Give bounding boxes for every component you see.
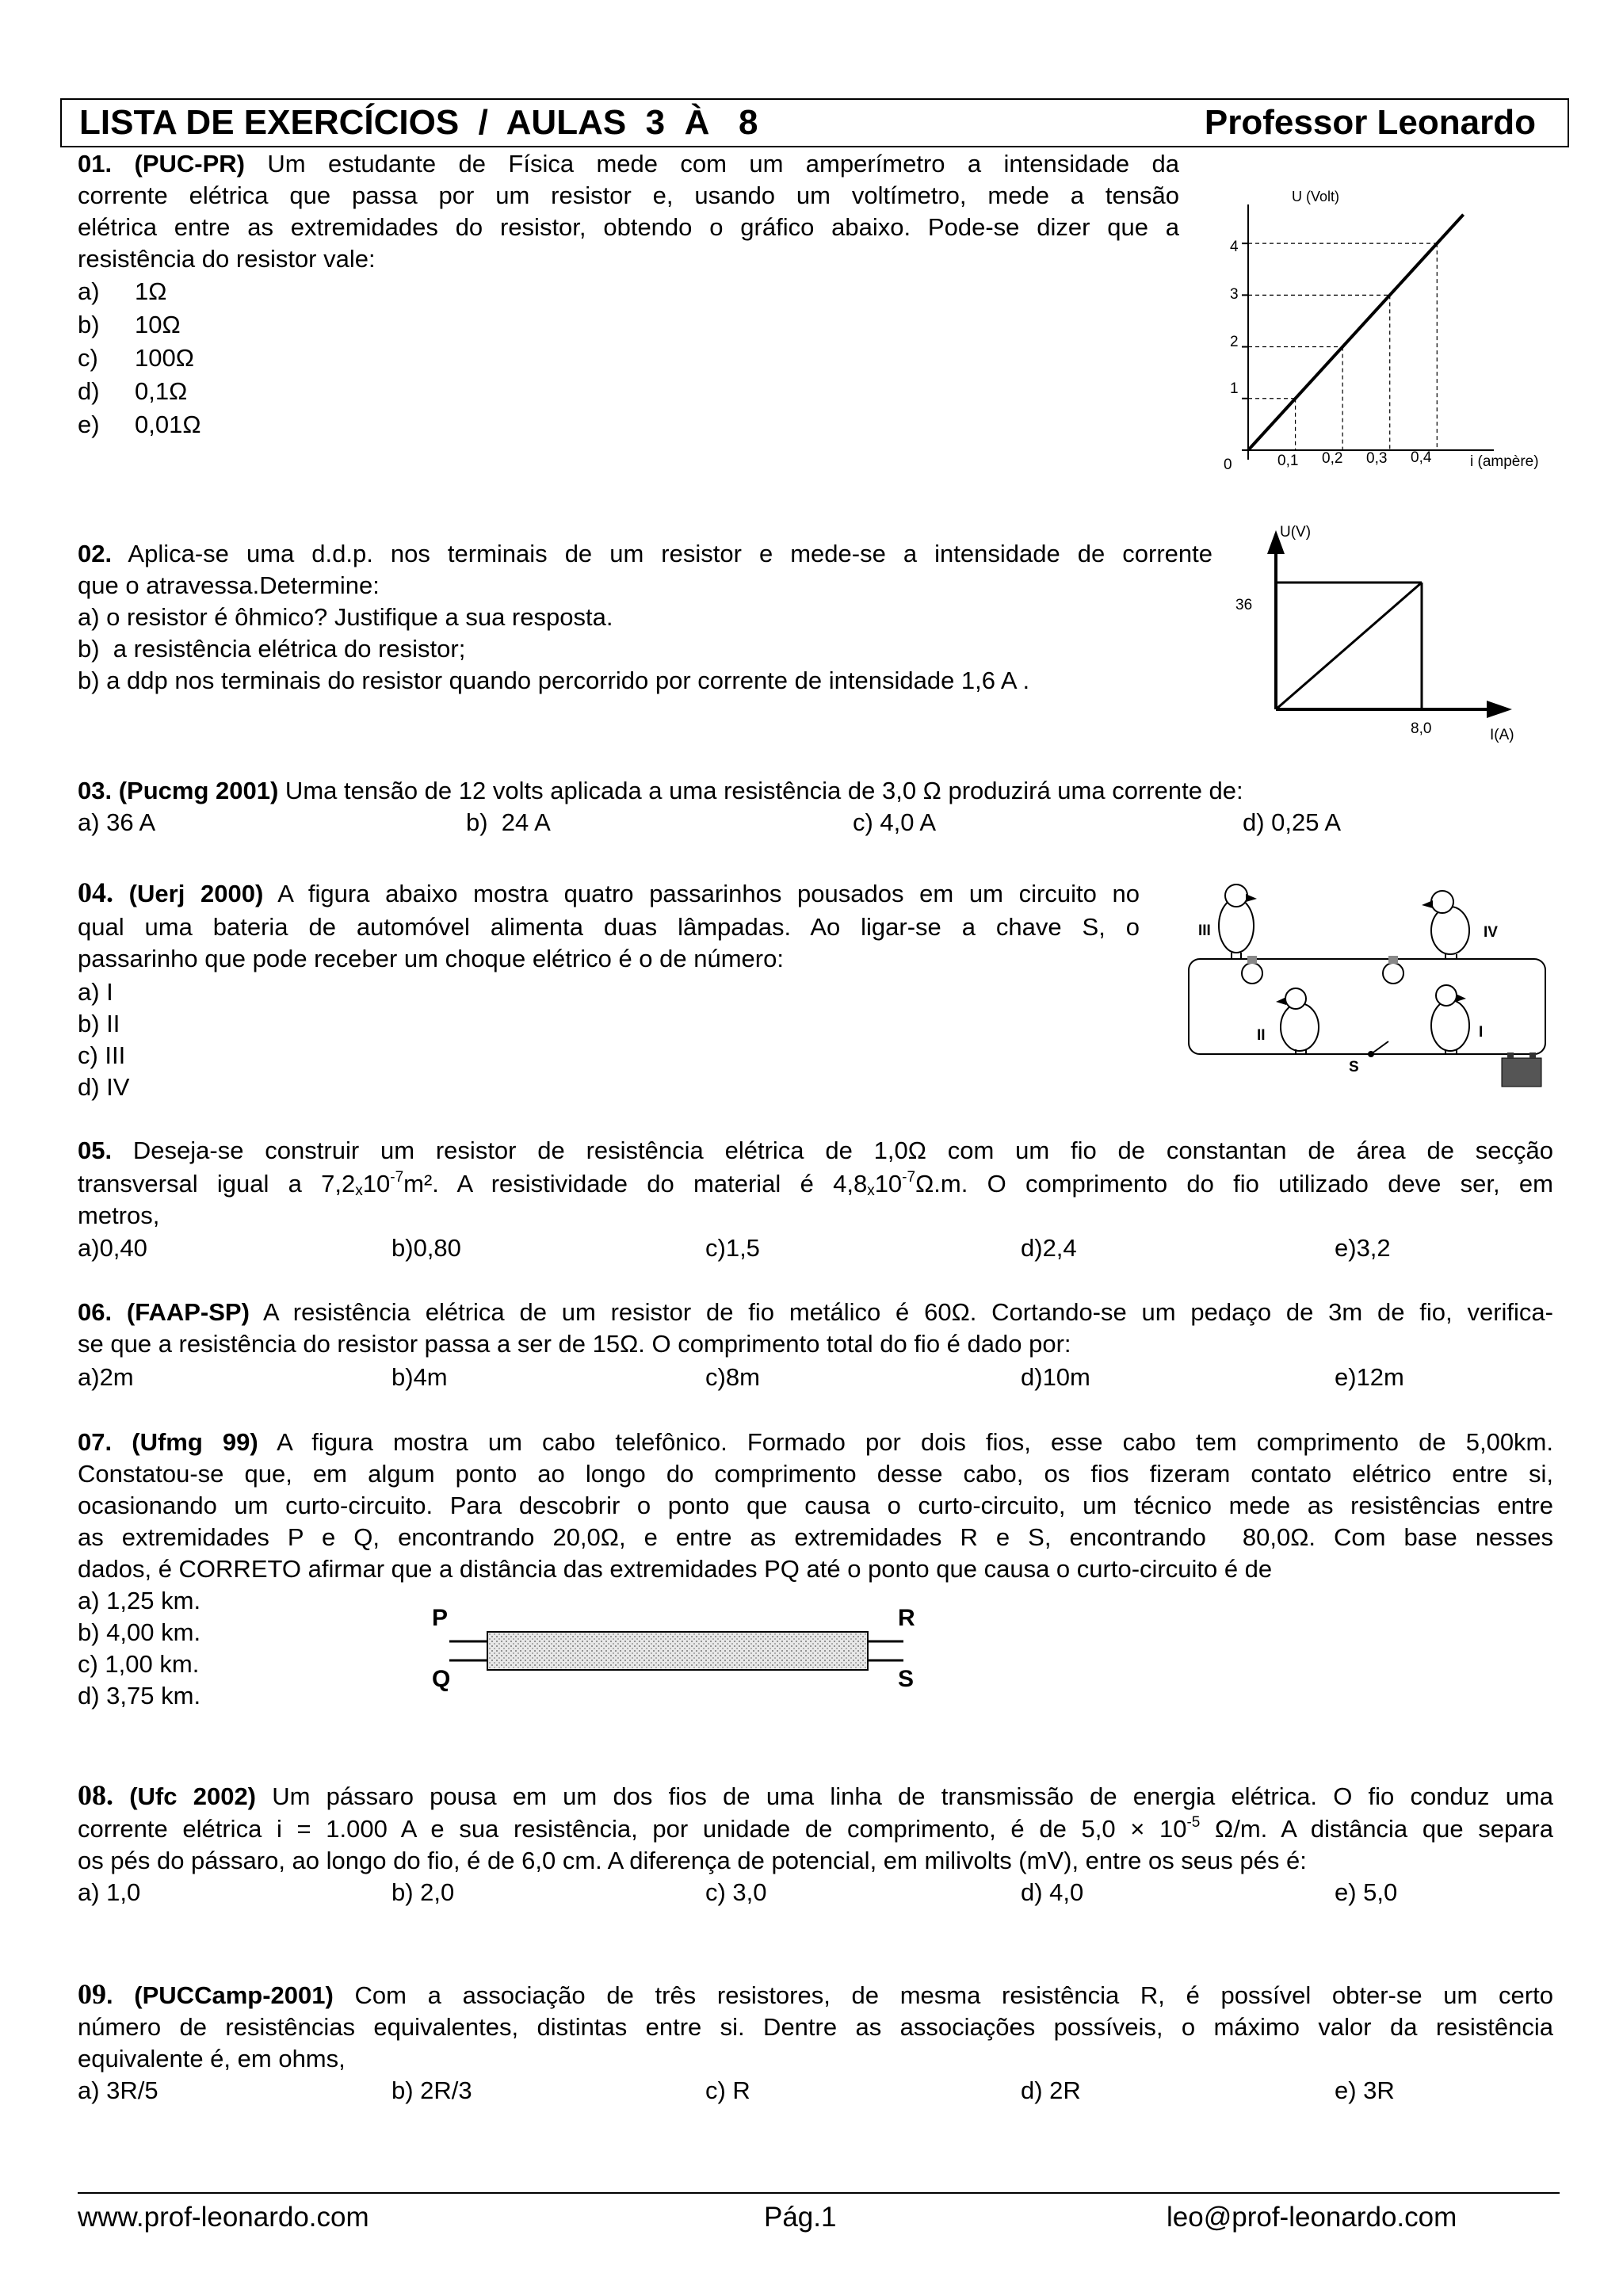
footer-site-link[interactable]: www.prof-leonardo.com xyxy=(78,2202,369,2233)
q03-number: 03. xyxy=(78,777,113,804)
q04-source: (Uerj 2000) xyxy=(113,880,264,907)
q08-option-d: d) 4,0 xyxy=(1021,1878,1084,1906)
label-S: S xyxy=(1349,1059,1359,1075)
q08-number: 08. xyxy=(78,1779,113,1811)
q05-option-b: b)0,80 xyxy=(391,1234,461,1262)
q08-option-b: b) 2,0 xyxy=(391,1878,455,1906)
q03-source: (Pucmg 2001) xyxy=(118,777,279,804)
q02-graph-xlabel: I(A) xyxy=(1490,727,1514,743)
q04-option-d: d) IV xyxy=(78,1073,130,1101)
q07-source: (Ufmg 99) xyxy=(132,1428,258,1456)
cable-body xyxy=(487,1632,868,1670)
q03-option-c: c) 4,0 A xyxy=(853,808,937,836)
footer-email-link[interactable]: leo@prof-leonardo.com xyxy=(1167,2202,1457,2233)
q05-option-c: c)1,5 xyxy=(705,1234,760,1262)
q06-option-b: b)4m xyxy=(391,1363,448,1391)
q09-option-d: d) 2R xyxy=(1021,2076,1081,2104)
q01-ytick-1: 1 xyxy=(1230,380,1239,397)
page-title: LISTA DE EXERCÍCIOS / AULAS 3 À 8 xyxy=(79,103,758,142)
q02-graph xyxy=(1220,519,1522,753)
q05-number: 05. xyxy=(78,1137,113,1164)
q01-number: 01. xyxy=(78,150,113,178)
q01-ytick-4: 4 xyxy=(1230,239,1239,255)
lamp-icon xyxy=(1242,956,1262,984)
q01-xtick-02: 0,2 xyxy=(1322,450,1343,467)
cable-label-P: P xyxy=(432,1605,449,1631)
q02-number: 02. xyxy=(78,540,113,567)
bird-icon-II xyxy=(1276,988,1319,1054)
q01-option-e: e) 0,01Ω xyxy=(78,411,201,438)
q06-option-d: d)10m xyxy=(1021,1363,1090,1391)
q06-source: (FAAP-SP) xyxy=(126,1298,250,1326)
bird-icon-IV xyxy=(1422,891,1469,959)
q01-option-b: b) 10Ω xyxy=(78,311,181,338)
page-header xyxy=(60,98,1569,147)
q01-graph-ylabel: U (Volt) xyxy=(1292,189,1340,204)
q08-option-a: a) 1,0 xyxy=(78,1878,141,1906)
q04-option-b: b) II xyxy=(78,1010,120,1037)
q05-option-e: e)3,2 xyxy=(1335,1234,1391,1262)
q02-ytick-36: 36 xyxy=(1235,597,1253,613)
q09-option-e: e) 3R xyxy=(1335,2076,1395,2104)
q09-number: 09 xyxy=(78,1978,106,2010)
q07-option-b: b) 4,00 km. xyxy=(78,1618,201,1646)
q02-graph-plot xyxy=(1267,530,1512,718)
footer-divider xyxy=(78,2192,1560,2194)
q06-option-a: a)2m xyxy=(78,1363,134,1391)
x-axis-arrow xyxy=(1487,701,1512,718)
label-I: I xyxy=(1479,1024,1484,1041)
label-III: III xyxy=(1198,923,1211,939)
q02-data-line xyxy=(1276,583,1422,709)
q01-xtick-04: 0,4 xyxy=(1411,449,1432,466)
q01-graph-xlabel: i (ampère) xyxy=(1470,453,1539,470)
q01-graph-plot xyxy=(1242,204,1494,460)
q08-source: (Ufc 2002) xyxy=(113,1782,257,1810)
bird-icon-I xyxy=(1431,985,1469,1054)
q03-option-b: b) 24 A xyxy=(466,808,551,836)
q01-option-c: c) 100Ω xyxy=(78,344,194,372)
q01-source: (PUC-PR) xyxy=(134,150,245,178)
q09-option-b: b) 2R/3 xyxy=(391,2076,472,2104)
q01-ytick-3: 3 xyxy=(1230,286,1239,303)
cable-label-R: R xyxy=(898,1605,915,1631)
q01-graph xyxy=(1212,182,1561,476)
q01-option-a: a) 1Ω xyxy=(78,277,167,305)
q07-number: 07. xyxy=(78,1428,113,1456)
q04-number: 04. xyxy=(78,877,113,908)
q04-option-c: c) III xyxy=(78,1041,126,1069)
q03-option-a: a) 36 A xyxy=(78,808,156,836)
q01-ytick-2: 2 xyxy=(1230,334,1239,350)
q04-circuit-figure xyxy=(1181,872,1553,1102)
label-IV: IV xyxy=(1484,924,1498,941)
q09-option-a: a) 3R/5 xyxy=(78,2076,158,2104)
q04-option-a: a) I xyxy=(78,978,113,1006)
q05-option-d: d)2,4 xyxy=(1021,1234,1077,1262)
q01-xtick-03: 0,3 xyxy=(1366,450,1388,467)
cable-label-Q: Q xyxy=(432,1666,451,1692)
q07-option-d: d) 3,75 km. xyxy=(78,1682,201,1710)
q08-option-c: c) 3,0 xyxy=(705,1878,767,1906)
q06-option-c: c)8m xyxy=(705,1363,760,1391)
q01-xtick-01: 0,1 xyxy=(1277,453,1299,469)
q07-option-a: a) 1,25 km. xyxy=(78,1587,201,1614)
q02-xtick-8: 8,0 xyxy=(1411,720,1432,737)
battery-icon xyxy=(1502,1058,1541,1087)
q03-option-d: d) 0,25 A xyxy=(1243,808,1342,836)
bird-icon-III xyxy=(1219,884,1257,959)
professor-name: Professor Leonardo xyxy=(1204,103,1536,142)
q08-option-e: e) 5,0 xyxy=(1335,1878,1398,1906)
q06-number: 06. xyxy=(78,1298,113,1326)
q01-data-line xyxy=(1248,215,1464,450)
lamp-icon xyxy=(1383,956,1403,984)
footer-page-number: Pág.1 xyxy=(764,2202,837,2233)
q01-option-d: d) 0,1Ω xyxy=(78,377,188,405)
cable-label-S: S xyxy=(898,1666,915,1692)
q06-option-e: e)12m xyxy=(1335,1363,1404,1391)
q02-graph-ylabel: U(V) xyxy=(1280,524,1312,541)
q09-option-c: c) R xyxy=(705,2076,750,2104)
label-II: II xyxy=(1257,1027,1266,1044)
q01-graph-origin: 0 xyxy=(1224,457,1232,473)
q07-option-c: c) 1,00 km. xyxy=(78,1650,200,1678)
q07-cable-figure xyxy=(424,1597,931,1724)
q09-source: . (PUCCamp-2001) xyxy=(106,1981,334,2009)
q05-option-a: a)0,40 xyxy=(78,1234,147,1262)
